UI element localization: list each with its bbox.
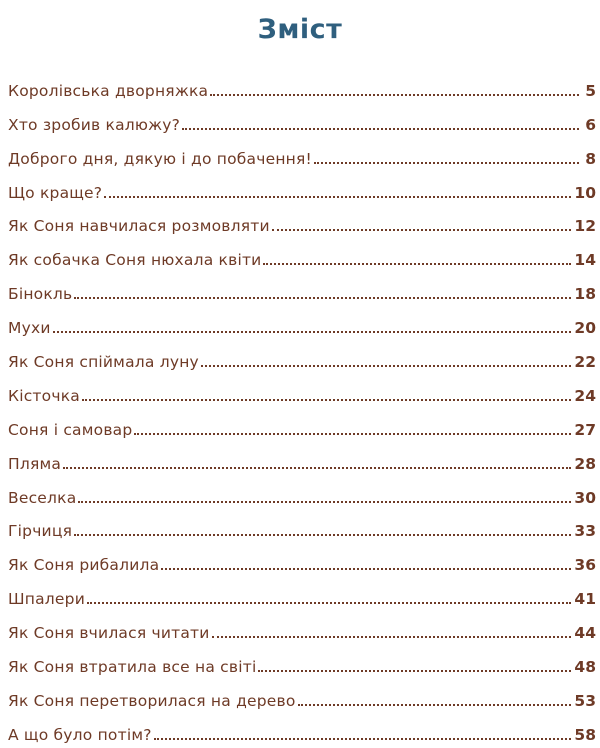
toc-entry-title: Як Соня спіймала луну <box>8 353 199 372</box>
toc-entry-page: 12 <box>574 217 596 236</box>
toc-entry <box>8 477 596 511</box>
toc-entry-title: Мухи <box>8 319 51 338</box>
toc-entry-page: 8 <box>585 149 596 168</box>
dot-leader <box>210 94 579 96</box>
toc-entry <box>8 612 596 646</box>
toc-entry-page: 6 <box>585 115 596 134</box>
toc-entry-page: 33 <box>574 522 596 541</box>
toc-entry-page: 10 <box>574 183 596 202</box>
toc-entry-title: Як Соня рибалила <box>8 556 160 575</box>
toc-entry-title: Бінокль <box>8 285 73 304</box>
table-of-contents <box>8 70 596 748</box>
toc-entry <box>8 70 596 104</box>
dot-leader <box>314 162 579 164</box>
toc-entry-page: 36 <box>574 556 596 575</box>
toc-entry <box>8 646 596 680</box>
toc-entry-page: 24 <box>574 386 596 405</box>
dot-leader <box>74 534 571 536</box>
dot-leader <box>272 229 572 231</box>
toc-entry-page: 28 <box>574 454 596 473</box>
toc-entry-page: 18 <box>574 285 596 304</box>
dot-leader <box>82 399 571 401</box>
toc-entry-title: Пляма <box>8 454 62 473</box>
dot-leader <box>201 365 572 367</box>
dot-leader <box>182 128 579 130</box>
toc-entry <box>8 273 596 307</box>
dot-leader <box>104 196 571 198</box>
toc-entry-title: Королівська дворняжка <box>8 81 209 100</box>
toc-entry-page: 5 <box>585 81 596 100</box>
toc-entry <box>8 172 596 206</box>
toc-entry-page: 58 <box>574 725 596 744</box>
toc-entry <box>8 409 596 443</box>
toc-entry-page: 53 <box>574 691 596 710</box>
dot-leader <box>74 297 571 299</box>
dot-leader <box>63 467 571 469</box>
toc-entry-title: Як Соня навчилася розмовляти <box>8 217 270 236</box>
toc-entry-title: Як Соня втратила все на світі <box>8 658 257 677</box>
toc-entry <box>8 443 596 477</box>
toc-entry-title: Що краще? <box>8 183 103 202</box>
toc-entry-page: 48 <box>574 658 596 677</box>
toc-entry-page: 20 <box>574 319 596 338</box>
toc-entry <box>8 307 596 341</box>
toc-entry-page: 22 <box>574 353 596 372</box>
dot-leader <box>87 602 571 604</box>
toc-entry-title: Соня і самовар <box>8 420 133 439</box>
toc-entry <box>8 104 596 138</box>
dot-leader <box>161 568 571 570</box>
toc-entry-title: Кісточка <box>8 386 80 405</box>
toc-entry <box>8 239 596 273</box>
toc-entry <box>8 544 596 578</box>
dot-leader <box>258 670 571 672</box>
toc-entry-title: Гірчиця <box>8 522 73 541</box>
toc-entry-page: 27 <box>574 420 596 439</box>
toc-entry <box>8 138 596 172</box>
toc-entry-title: Веселка <box>8 488 77 507</box>
toc-entry-page: 30 <box>574 488 596 507</box>
dot-leader <box>134 433 571 435</box>
toc-entry-title: Як собачка Соня нюхала квіти <box>8 251 262 270</box>
toc-entry <box>8 341 596 375</box>
toc-entry <box>8 714 596 748</box>
dot-leader <box>53 331 572 333</box>
toc-entry-page: 44 <box>574 624 596 643</box>
dot-leader <box>154 738 572 740</box>
toc-entry-title: Доброго дня, дякую і до побачення! <box>8 149 312 168</box>
toc-entry-title: Хто зробив калюжу? <box>8 115 181 134</box>
toc-entry-page: 14 <box>574 251 596 270</box>
toc-entry <box>8 206 596 240</box>
dot-leader <box>212 636 572 638</box>
toc-entry-page: 41 <box>574 590 596 609</box>
page-title: Зміст <box>257 14 343 45</box>
toc-entry-title: Шпалери <box>8 590 85 609</box>
toc-entry <box>8 680 596 714</box>
toc-entry-title: Як Соня вчилася читати <box>8 624 210 643</box>
toc-entry <box>8 375 596 409</box>
dot-leader <box>263 263 571 265</box>
dot-leader <box>78 501 571 503</box>
toc-entry-title: Як Соня перетворилася на дерево <box>8 691 296 710</box>
toc-entry <box>8 578 596 612</box>
toc-entry <box>8 511 596 545</box>
dot-leader <box>298 704 572 706</box>
toc-entry-title: А що було потім? <box>8 725 152 744</box>
